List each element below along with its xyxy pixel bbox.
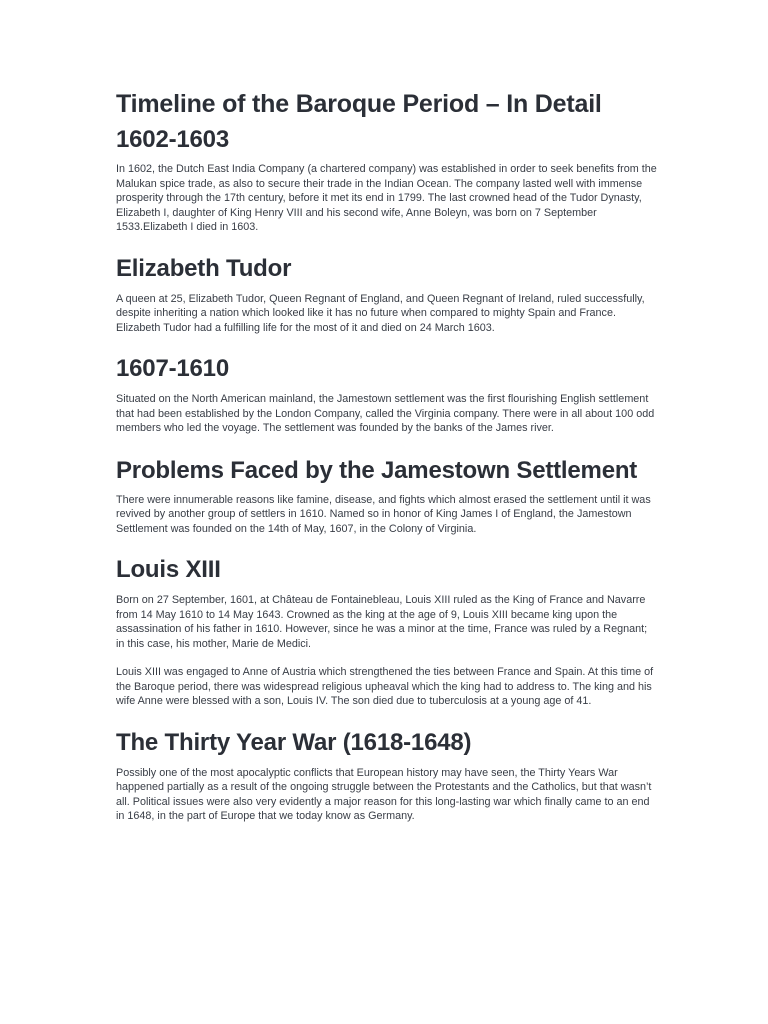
section-louis-xiii bbox=[116, 554, 658, 709]
section-heading: Problems Faced by the Jamestown Settlement bbox=[116, 456, 638, 484]
section-heading: 1602-1603 bbox=[116, 126, 229, 153]
section-heading: Elizabeth Tudor bbox=[116, 254, 292, 282]
section-paragraph: There were innumerable reasons like famine, disease, and fights which almost erased the settlement until it was revived by another group of settlers in 1610. Named so in honor of King James I of England, the Jamestown Settlement was founded on the 14th of May, 1607, in the Colony of Virginia. bbox=[116, 493, 651, 535]
section-thirty-year-war bbox=[116, 727, 658, 824]
section-heading: 1607-1610 bbox=[116, 355, 229, 382]
section-jamestown-problems bbox=[116, 454, 658, 537]
section-paragraph: Born on 27 September, 1601, at Château de Fontainebleau, Louis XIII ruled as the King of France and Navarre from 14 May 1610 to 14 May 1643. Crowned as the king at the age of 9, Louis XIII became king upon the assassination of his father in 1610. However, since he was a minor at the time, France was ruled by a Regnant; in this case, his mother, Marie de Medici. bbox=[116, 594, 648, 650]
section-paragraph: Possibly one of the most apocalyptic conflicts that European history may have seen, the Thirty Years War happened partially as a result of the ongoing struggle between the Protestants and the Catholics, but that wasn’t all. Political issues were also very evidently a major reason for this long-lasting war which finally came to an end in 1648, in the part of Europe that we today know as Germany. bbox=[116, 766, 652, 822]
section-paragraph: A queen at 25, Elizabeth Tudor, Queen Regnant of England, and Queen Regnant of Ireland, ruled successfully, despite inheriting a nation which looked like it has no future when compared to mighty Spain and France. Elizabeth Tudor had a fulfilling life for the most of it and died on 24 March 1603. bbox=[116, 292, 645, 334]
page-title: Timeline of the Baroque Period – In Detail bbox=[116, 90, 602, 118]
section-1602-1603 bbox=[116, 124, 658, 235]
section-paragraph: Louis XIII was engaged to Anne of Austria which strengthened the ties between France and Spain. At this time of the Baroque period, there was widespread religious upheaval which the king had to address to. The king and his wife Anne were blessed with a son, Louis IV. The son died due to tuberculosis at a young age of 41. bbox=[116, 666, 654, 707]
section-heading: The Thirty Year War (1618-1648) bbox=[116, 728, 472, 756]
section-1607-1610 bbox=[116, 353, 658, 436]
section-heading: Louis XIII bbox=[116, 556, 221, 583]
section-paragraph: Situated on the North American mainland, the Jamestown settlement was the first flourishing English settlement that had been established by the London Company, called the Virginia company. There were in all about 100 odd members who led the voyage. The settlement was founded by the banks of the James river. bbox=[116, 393, 655, 434]
section-paragraph: In 1602, the Dutch East India Company (a chartered company) was established in order to seek benefits from the Malukan spice trade, as also to secure their trade in the Indian Ocean. The company lasted well with immense prosperity through the 17th century, before it met its end in 1799. The last crowned head of the Tudor Dynasty, Elizabeth I, daughter of King Henry VIII and his second wife, Anne Boleyn, was born on 7 September 1533.Elizabeth I died in 1603. bbox=[116, 163, 657, 233]
section-elizabeth-tudor bbox=[116, 253, 658, 336]
